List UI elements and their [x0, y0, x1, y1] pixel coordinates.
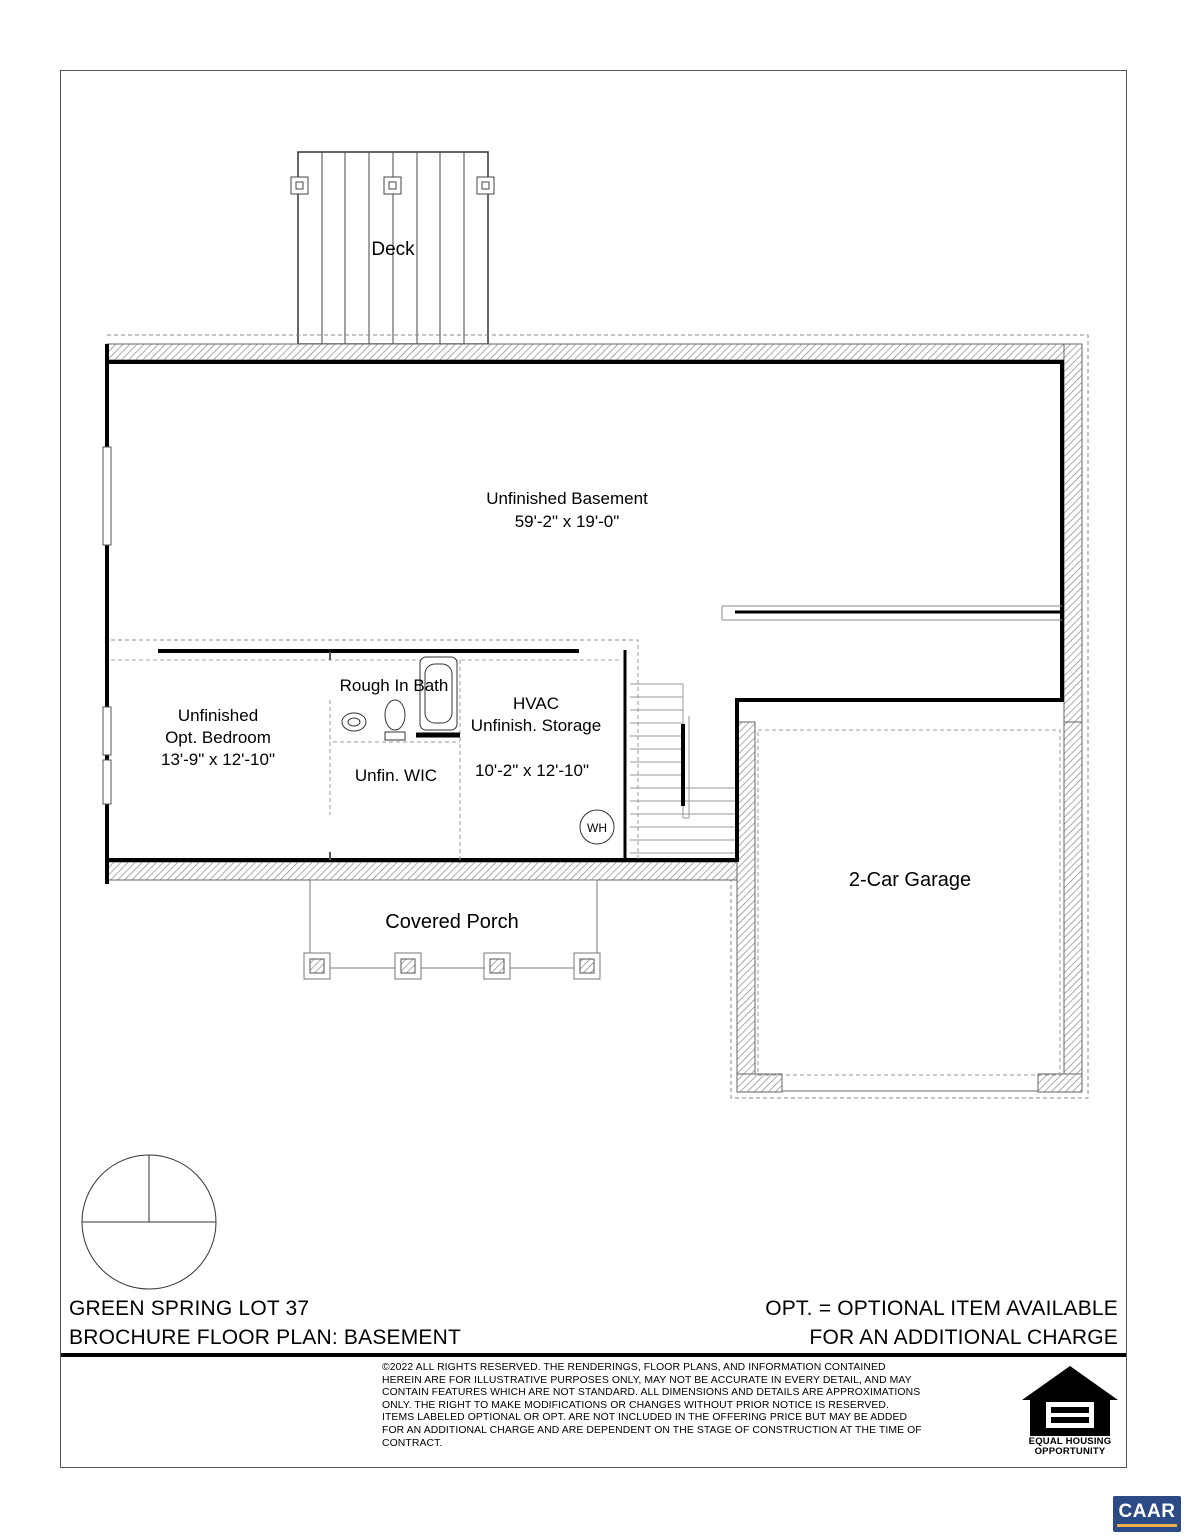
plan-title-line1: GREEN SPRING LOT 37 [69, 1297, 310, 1320]
disclaimer-line: CONTAIN FEATURES WHICH ARE NOT STANDARD. ALL DIMENSIONS AND DETAILS ARE APPROXIMATIONS [382, 1387, 921, 1399]
bath-fixtures [339, 657, 457, 740]
optional-note [765, 1294, 1118, 1352]
hvac-label-line2: Unfinish. Storage [470, 716, 602, 735]
hvac-dims: 10'-2" x 12'-10" [474, 761, 590, 780]
bath-label: Rough In Bath [339, 676, 449, 695]
disclaimer-line: CONTRACT. [382, 1437, 443, 1449]
caar-watermark-logo [1113, 1496, 1181, 1532]
equal-housing-line1: EQUAL HOUSING [1028, 1436, 1112, 1447]
garage [758, 730, 1060, 1091]
hvac-label-line1: HVAC [513, 694, 559, 713]
equal-housing-line2: OPPORTUNITY [1034, 1446, 1106, 1457]
optional-note-line2: FOR AN ADDITIONAL CHARGE [809, 1326, 1118, 1349]
disclaimer-line: ITEMS LABELED OPTIONAL OR OPT. ARE NOT INCLUDED IN THE OFFERING PRICE BUT MAY BE ADDED [382, 1412, 908, 1424]
bedroom-label-line1: Unfinished [177, 706, 259, 725]
basement-dims: 59'-2" x 19'-0" [514, 512, 620, 531]
equal-housing-text [1020, 1437, 1120, 1457]
bedroom-dims: 13'-9" x 12'-10" [160, 750, 276, 769]
bedroom-label-line2: Opt. Bedroom [165, 728, 271, 747]
water-heater-label: WH [587, 821, 607, 835]
disclaimer-line: FOR AN ADDITIONAL CHARGE AND ARE DEPENDENT ON THE STAGE OF CONSTRUCTION AT THE TIME OF [382, 1424, 922, 1436]
page-border [61, 71, 1127, 1468]
copyright-disclaimer [382, 1362, 1022, 1450]
plan-title-line2: BROCHURE FLOOR PLAN: BASEMENT [69, 1326, 462, 1349]
garage-label: 2-Car Garage [848, 869, 972, 891]
plan-title [69, 1294, 461, 1352]
deck-label: Deck [371, 239, 415, 260]
wic-label: Unfin. WIC [354, 766, 438, 785]
porch-label: Covered Porch [385, 911, 519, 933]
disclaimer-line: ONLY. THE RIGHT TO MAKE MODIFICATIONS OR CHANGES WITHOUT PRIOR NOTICE IS RESERVED. [382, 1399, 890, 1411]
caar-underline [1117, 1524, 1177, 1527]
foundation-walls [107, 344, 1062, 884]
basement-label: Unfinished Basement [486, 489, 648, 508]
optional-note-line1: OPT. = OPTIONAL ITEM AVAILABLE [765, 1297, 1118, 1320]
disclaimer-line: ©2022 ALL RIGHTS RESERVED. THE RENDERINGS, FLOOR PLANS, AND INFORMATION CONTAINED [382, 1362, 886, 1373]
north-arrow [82, 1155, 216, 1289]
disclaimer-line: HEREIN ARE FOR ILLUSTRATIVE PURPOSES ONLY, MAY NOT BE ACCURATE IN EVERY DETAIL, AND MAY [382, 1374, 912, 1386]
caar-watermark-text: CAAR [1118, 1501, 1176, 1522]
